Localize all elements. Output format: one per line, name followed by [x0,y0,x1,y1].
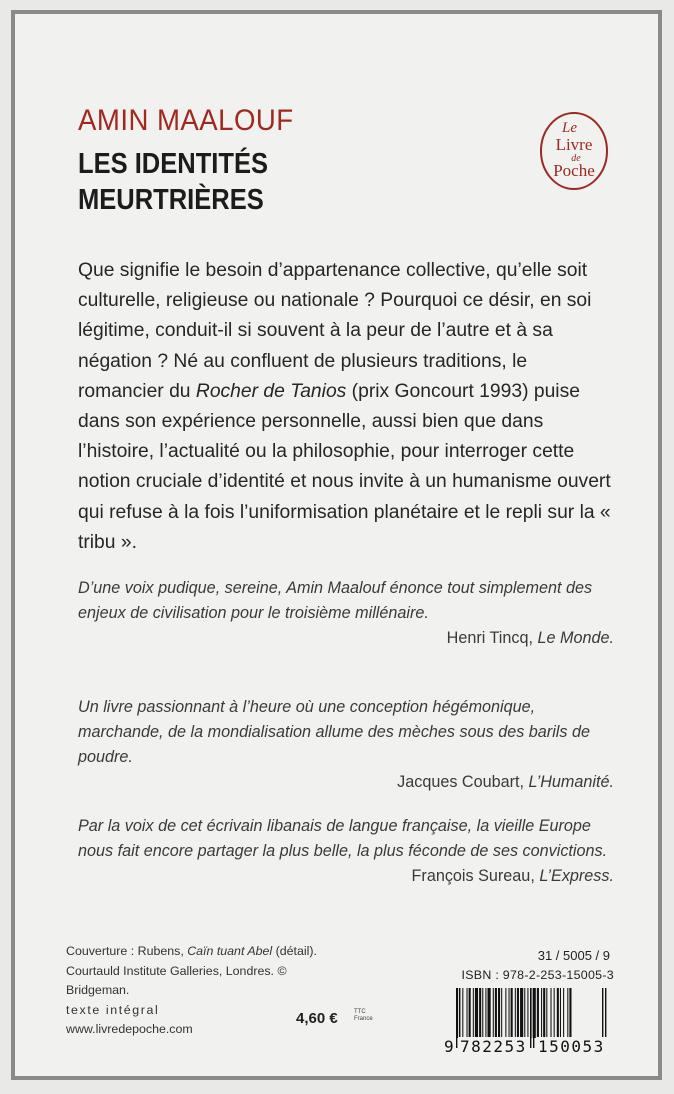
barcode-digits [444,1034,616,1058]
book-summary [78,256,618,558]
barcode-bar [557,988,559,1038]
author-name: AMIN MAALOUF [78,104,294,137]
barcode-first-digit: 9 [444,1037,454,1056]
barcode-bar [495,988,497,1038]
edition-note: texte intégral [66,1002,160,1017]
cover-illustration-credit: Couverture : Rubens, Caïn tuant Abel (détail). Courtauld Institute Galleries, Londres. © Bridgeman. [66,944,317,997]
barcode-bar [467,988,468,1038]
barcode-bar [505,988,506,1038]
barcode-bar [515,988,516,1038]
barcode-bar [479,988,481,1038]
barcode-bar [501,988,502,1038]
quote-attribution: Jacques Coubart, L’Humanité. [397,773,614,791]
summary-book-reference: Rocher de Tanios [195,380,347,402]
barcode-bar [488,988,491,1038]
barcode-bar [493,988,494,1038]
barcode-bar [563,988,564,1038]
barcode-bar [524,988,525,1038]
price-tax-note: TTC France [354,1009,373,1022]
barcode-bar [473,988,474,1038]
barcode-bar [567,988,568,1038]
barcode-bar [475,988,478,1038]
barcode-bar [511,988,513,1038]
barcode-bar [541,988,542,1038]
barcode-bar [482,988,483,1038]
book-title [78,146,268,218]
barcode-bar [520,988,523,1038]
summary-part-2: (prix Goncourt 1993) puise dans son expérience personnelle, aussi bien que dans l’histoire, l’actualité ou la philosophie, pour interroger cette notion cruciale d’identité et nous invite à un humanisme ouvert qui refuse à la fois l’uniformisation planétaire et le repli sur la « tribu ». [78,380,611,553]
logo-livre: Livre [555,135,593,154]
barcode-bar [554,988,555,1038]
barcode-bar [517,988,519,1038]
quote-attribution: François Sureau, L’Express. [411,867,614,885]
barcode-bar [509,988,510,1038]
logo-de: de [571,153,581,164]
cover-credits [66,942,326,1040]
title-line-2: MEURTRIÈRES [78,184,264,216]
quote-attribution: Henri Tincq, Le Monde. [446,629,614,647]
quote-text: Par la voix de cet écrivain libanais de langue française, la vieille Europe nous fait encore partager la plus belle, la plus féconde de ses convictions. [78,817,608,860]
barcode-bar [551,988,552,1038]
barcode-bar [569,988,571,1038]
barcode-bar [543,988,545,1038]
barcode-bar [462,988,463,1038]
review-quote-1 [78,576,618,651]
barcode-bar [560,988,561,1038]
review-quote-2 [78,695,618,795]
quote-text: D’une voix pudique, sereine, Amin Maalouf énonce tout simplement des enjeux de civilisation pour le troisième millénaire. [78,579,593,622]
quote-text: Un livre passionnant à l’heure où une conception hégémonique, marchande, de la mondialisation allume des mèches sous des barils de poudre. [78,698,590,766]
publisher-code: 31 / 5005 / 9 [537,948,610,963]
barcode-bar [485,988,486,1038]
barcode-left-digits: 782253 [460,1037,527,1056]
barcode-bar [546,988,547,1038]
review-quote-3 [78,814,618,889]
barcode-bar [527,988,528,1038]
price: 4,60 € [296,1010,338,1027]
barcode-bar [469,988,471,1038]
logo-poche: Poche [553,161,595,180]
barcode-bar [498,988,500,1038]
title-line-1: LES IDENTITÉS [78,148,269,180]
barcode-bar [537,988,539,1038]
summary-part-1: Que signifie le besoin d’appartenance collective, qu’elle soit culturelle, religieuse ou nationale ? Pourquoi ce désir, en soi légitime, conduit-il si souvent à la peur de l’autre et à sa négation ? Né au confluent de plusieurs traditions, le romancier du [78,260,592,402]
logo-le: Le [562,120,577,136]
barcode-right-digits: 150053 [538,1037,605,1056]
website-text: www.livredepoche.com [66,1022,193,1036]
isbn-text: ISBN : 978-2-253-15005-3 [461,968,614,982]
livre-de-poche-logo [538,110,610,192]
